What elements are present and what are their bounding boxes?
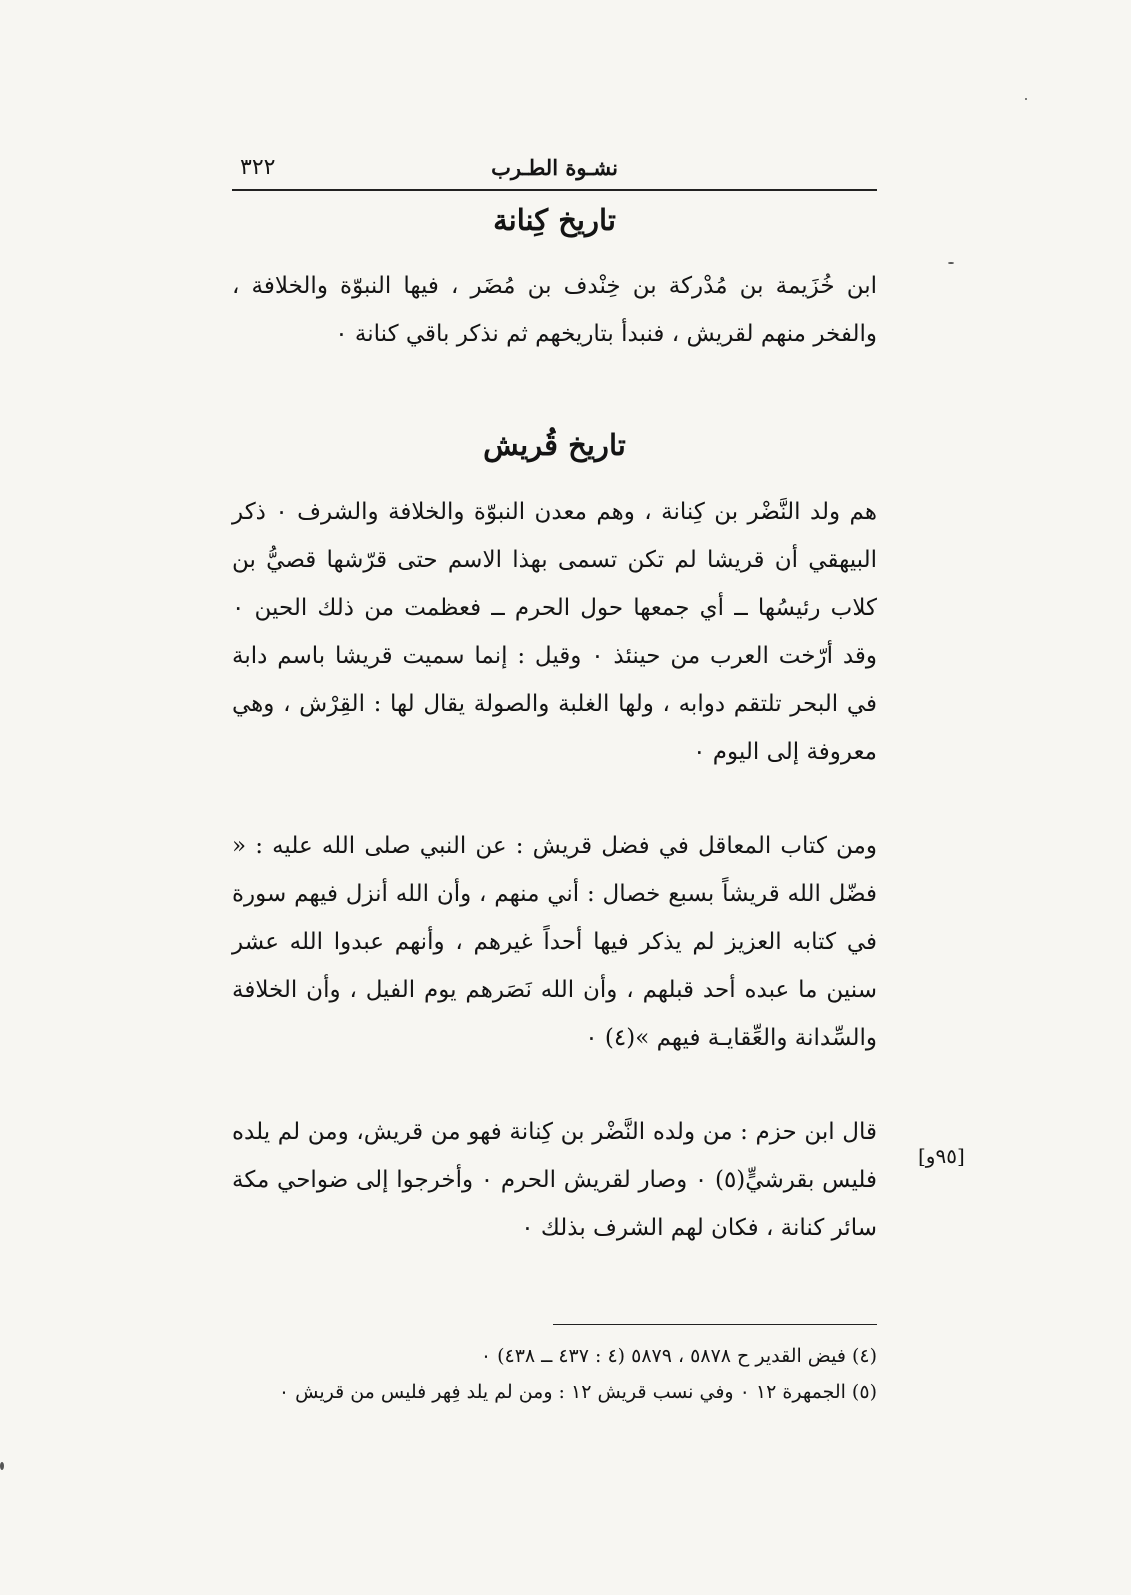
footnote-4: (٤) فيض القدير ح ٥٨٧٨ ، ٥٨٧٩ (٤ : ٤٣٧ ــ ٤٣٨) ٠ [480,1345,877,1367]
paragraph-kinana: ابن خُزَيمة بن مُدْركة بن خِنْدف بن مُضَر ، فيها النبوّة والخلافة ، والفخر منهم لقريش ، فنبدأ بتاريخهم ثم نذكر باقي كنانة ٠ [232,273,877,347]
page-header [232,155,877,191]
running-title: نشـوة الطـرب [491,155,618,180]
scan-speck [0,1462,4,1470]
footnote-5: (٥) الجمهرة ١٢ ٠ وفي نسب قريش ١٢ : ومن لم يلد فِهر فليس من قريش ٠ [278,1381,877,1403]
page-number: ٣٢٢ [240,155,276,180]
section-title-quraysh: تاريخ قُريش [483,428,626,462]
footnotes [232,1340,877,1412]
folio-margin-note: [٩٥و] [918,1144,965,1168]
scan-speck [948,262,954,264]
paragraph-quraysh-virtues: ومن كتاب المعاقل في فضل قريش : عن النبي صلى الله عليه : « فضّل الله قريشاً بسبع خصال : أني منهم ، وأن الله أنزل فيهم سورة في كتابه العزيز لم يذكر فيها أحداً غيرهم ، وأنهم عبدوا الله عشر سنين ما عبده أحد قبلهم ، وأن الله نَصَرهم يوم الفيل ، وأن الخلافة والسِّدانة والعِّقايـة فيهم »(٤) ٠ [232,833,877,1051]
paragraph-quraysh-origin: هم ولد النَّضْر بن كِنانة ، وهم معدن النبوّة والخلافة والشرف ٠ ذكر البيهقي أن قريشا لم تكن تسمى بهذا الاسم حتى قرّشها قصيُّ بن كلاب رئيسُها ــ أي جمعها حول الحرم ــ فعظمت من ذلك الحين ٠ وقد أرّخت العرب من حينئذ ٠ وقيل : إنما سميت قريشا باسم دابة في البحر تلتقم دوابه ، ولها الغلبة والصولة يقال لها : القِرْش ، وهي معروفة إلى اليوم ٠ [232,499,878,765]
paragraph-ibn-hazm: قال ابن حزم : من ولده النَّضْر بن كِنانة فهو من قريش، ومن لم يلده فليس بقرشيٍّ(٥) ٠ وصار لقريش الحرم ٠ وأخرجوا إلى ضواحي مكة سائر كنانة ، فكان لهم الشرف بذلك ٠ [232,1119,878,1241]
scan-speck [1025,98,1027,100]
section-title-kinana: تاريخ كِنانة [493,203,616,237]
footnote-divider [553,1324,877,1325]
